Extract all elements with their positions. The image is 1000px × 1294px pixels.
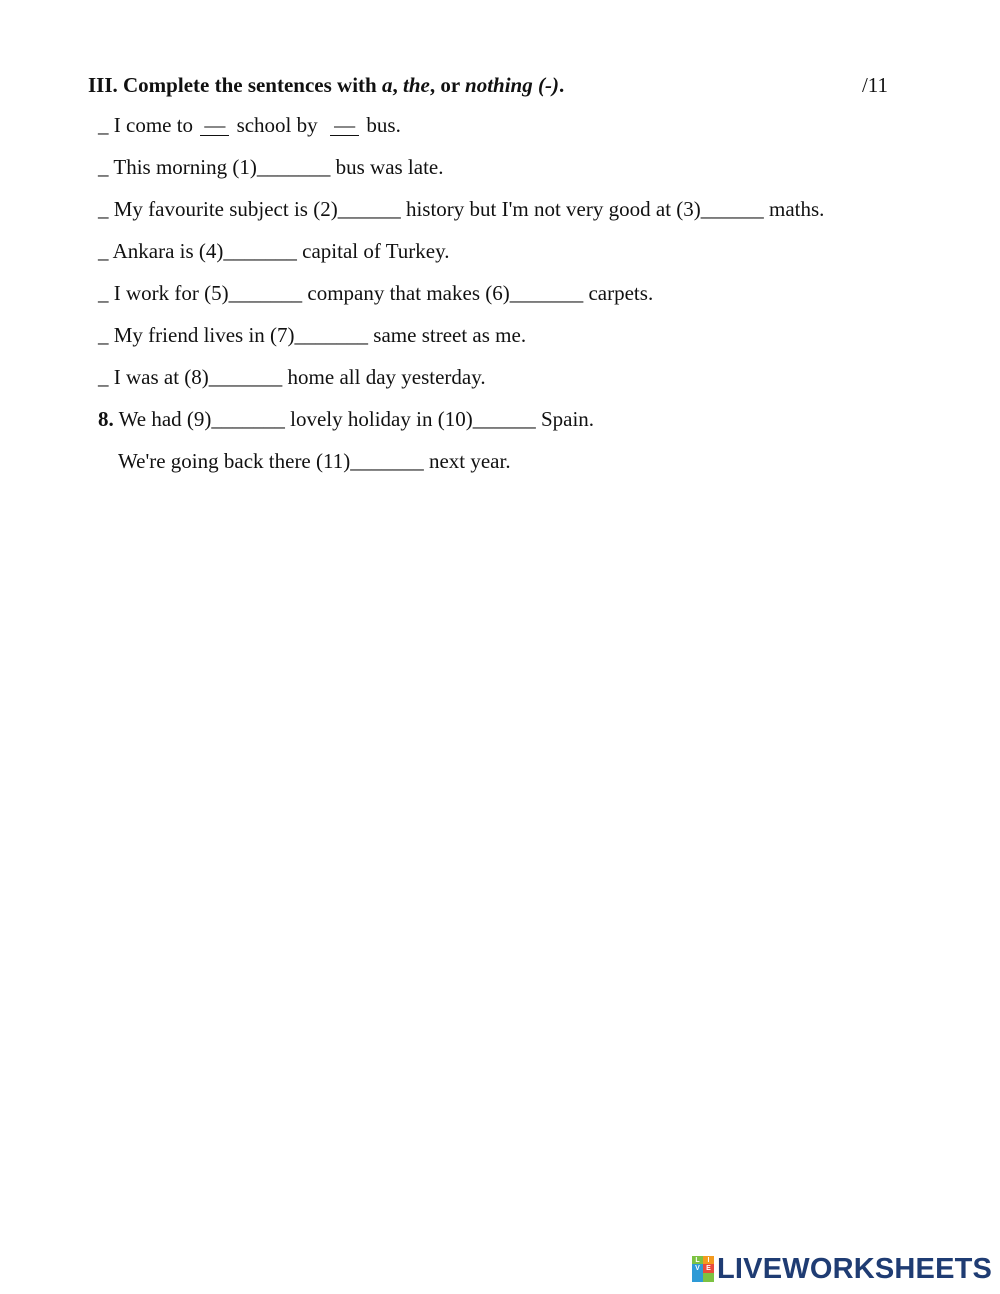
score-total: /11 — [861, 73, 888, 97]
heading-sep-1: , — [392, 73, 403, 97]
option-the: the — [402, 73, 430, 97]
example-text-1: I come to — [108, 113, 199, 137]
logo-mark-l: L — [692, 1256, 703, 1264]
sentence-11: We're going back there (11)_______ next year. — [118, 449, 511, 473]
heading-end: . — [558, 73, 565, 97]
logo-mark-block-1 — [692, 1273, 703, 1282]
example-answer-2: — — [330, 115, 359, 136]
logo-mark-icon — [692, 1256, 714, 1282]
sentence-8: _ I was at (8)_______ home all day yesterday. — [98, 365, 486, 389]
example-sentence — [98, 111, 401, 139]
item-number: 8. — [98, 407, 114, 431]
exercise-heading — [88, 70, 888, 100]
example-text-3: bus. — [361, 113, 401, 137]
sentence-5-6: _ I work for (5)_______ company that makes (6)_______ carpets. — [98, 281, 654, 305]
option-a: a — [381, 73, 393, 97]
logo-mark-i: I — [703, 1256, 714, 1264]
heading-sep-2: , or — [429, 73, 466, 97]
sentence-9-10 — [98, 405, 594, 433]
logo-text: LIVEWORKSHEETS — [717, 1252, 993, 1285]
logo-mark-v: V — [692, 1264, 703, 1273]
example-answer-1: — — [200, 115, 229, 136]
sentence-7: _ My friend lives in (7)_______ same street as me. — [98, 323, 527, 347]
sentence-9-10-text: We had (9)_______ lovely holiday in (10)______ Spain. — [113, 407, 595, 431]
sentence-2-3: _ My favourite subject is (2)______ history but I'm not very good at (3)______ maths. — [98, 197, 825, 221]
liveworksheets-logo — [692, 1252, 992, 1286]
sentence-1: _ This morning (1)_______ bus was late. — [98, 155, 444, 179]
example-text-2: school by — [231, 113, 329, 137]
heading-prefix: III. Complete the sentences with — [88, 73, 382, 97]
option-nothing: nothing (-) — [465, 73, 559, 97]
bullet: _ — [98, 113, 109, 137]
sentence-4: _ Ankara is (4)_______ capital of Turkey. — [98, 239, 450, 263]
logo-mark-e: E — [703, 1264, 714, 1273]
logo-mark-block-2 — [703, 1273, 714, 1282]
